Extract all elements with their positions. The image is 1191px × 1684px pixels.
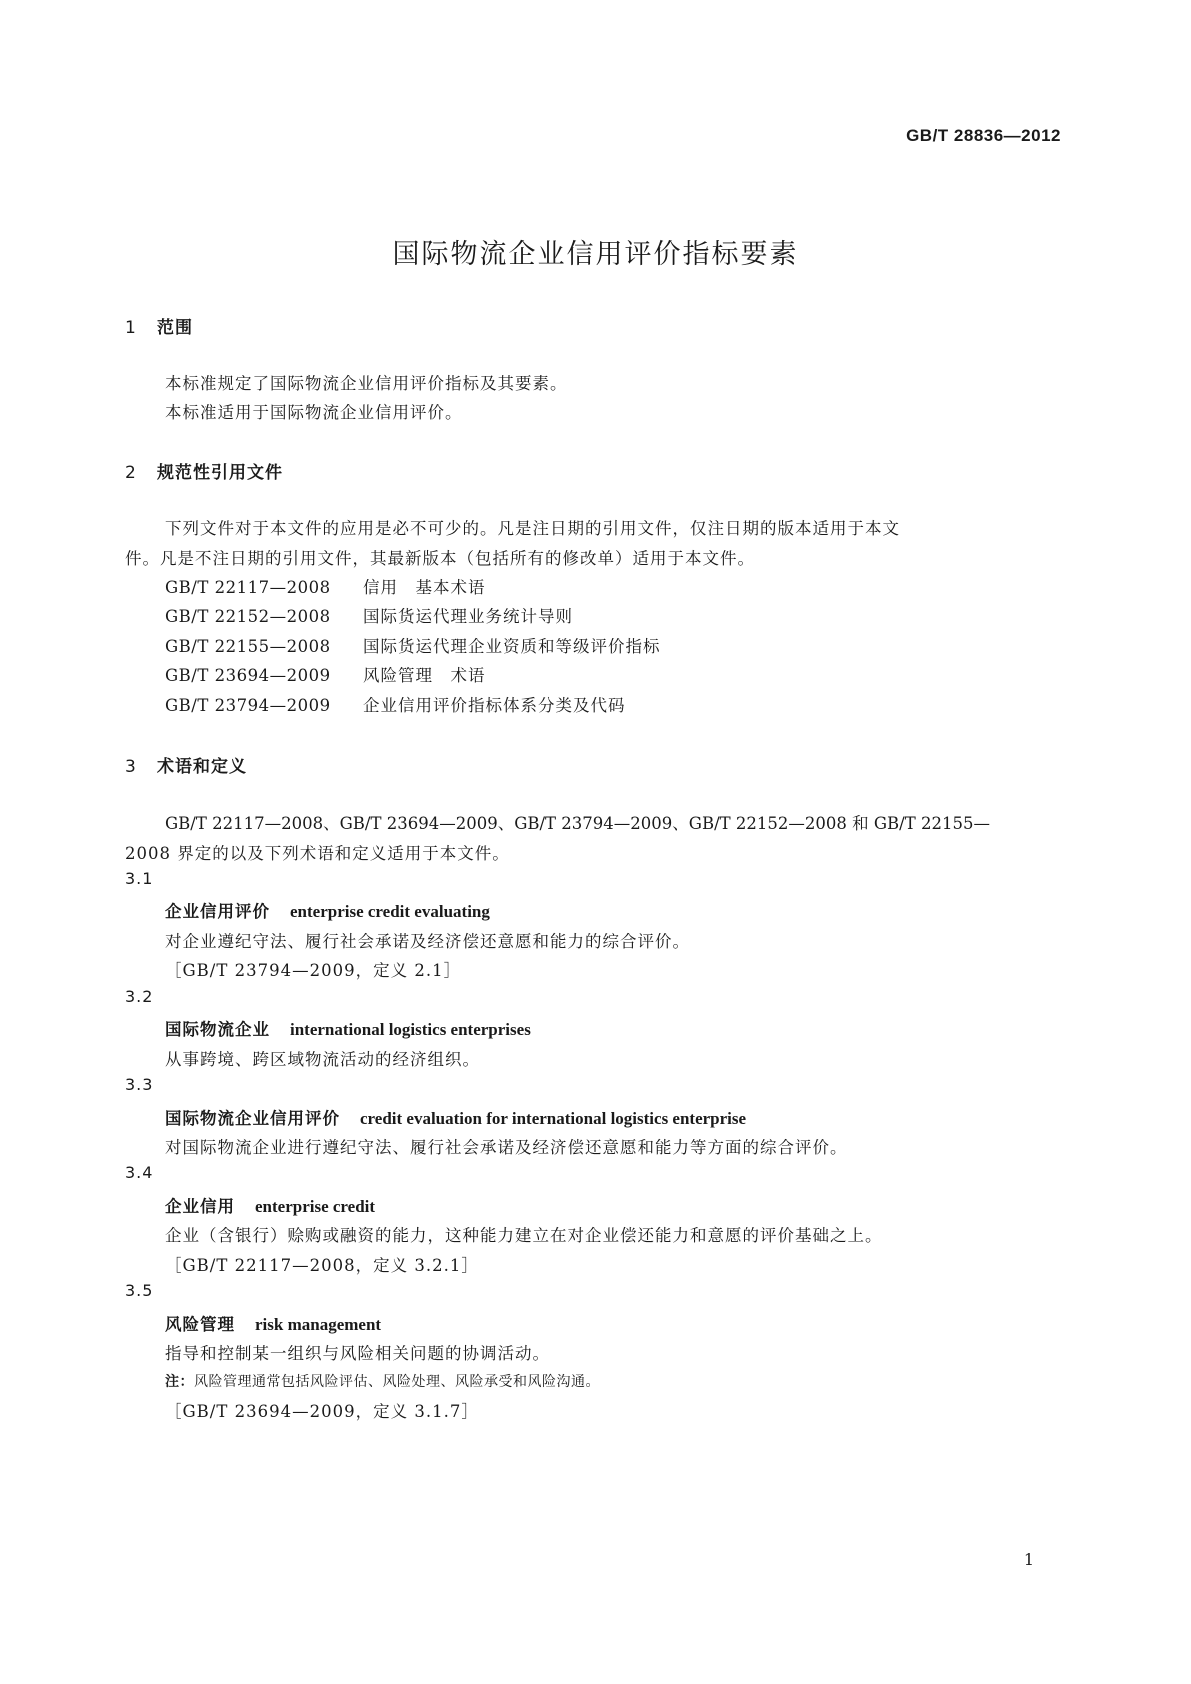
- document-title: 国际物流企业信用评价指标要素: [392, 239, 799, 270]
- clause-number: 3.2: [125, 987, 154, 1006]
- term-source: ［GB/T 22117—2008，定义 3.2.1］: [165, 1256, 479, 1275]
- term-english: risk management: [255, 1315, 382, 1334]
- paragraph: GB/T 22117—2008、GB/T 23694—2009、GB/T 23794—2009、GB/T 22152—2008 和 GB/T 22155—: [165, 814, 990, 833]
- note-text: 风险管理通常包括风险评估、风险处理、风险承受和风险沟通。: [194, 1374, 600, 1390]
- section-title: 范围: [157, 318, 193, 338]
- term-source: ［GB/T 23794—2009，定义 2.1］: [165, 961, 462, 980]
- term-chinese: 风险管理: [165, 1315, 235, 1334]
- reference-code: GB/T 22155—2008: [165, 637, 331, 656]
- term-chinese: 国际物流企业信用评价: [165, 1109, 340, 1128]
- term-source: ［GB/T 23694—2009，定义 3.1.7］: [165, 1402, 479, 1421]
- term-note: [165, 1371, 600, 1391]
- section-number: 3: [125, 757, 137, 777]
- section-number: 2: [125, 463, 137, 483]
- term-english: credit evaluation for international logistics enterprise: [360, 1109, 747, 1128]
- clause-number: 3.5: [125, 1281, 154, 1300]
- term-chinese: 国际物流企业: [165, 1020, 270, 1039]
- reference-title: 风险管理 术语: [363, 666, 486, 685]
- paragraph: 本标准规定了国际物流企业信用评价指标及其要素。: [165, 374, 568, 393]
- term-english: enterprise credit: [255, 1197, 376, 1216]
- page-number: 1: [1023, 1550, 1034, 1569]
- clause-number: 3.4: [125, 1163, 154, 1182]
- normative-reference: [165, 662, 486, 686]
- reference-code: GB/T 23794—2009: [165, 696, 331, 715]
- section-title: 术语和定义: [157, 757, 247, 777]
- paragraph: 件。凡是不注日期的引用文件，其最新版本（包括所有的修改单）适用于本文件。: [125, 549, 755, 568]
- normative-reference: [165, 633, 661, 657]
- reference-title: 信用 基本术语: [363, 578, 486, 597]
- term-entry: [165, 1105, 746, 1129]
- term-definition: 对国际物流企业进行遵纪守法、履行社会承诺及经济偿还意愿和能力等方面的综合评价。: [165, 1138, 848, 1157]
- standard-code: GB/T 28836—2012: [906, 126, 1061, 145]
- reference-code: GB/T 22152—2008: [165, 607, 331, 626]
- term-definition: 对企业遵纪守法、履行社会承诺及经济偿还意愿和能力的综合评价。: [165, 932, 690, 951]
- term-chinese: 企业信用: [165, 1197, 235, 1216]
- note-label: 注：: [165, 1374, 194, 1390]
- section-1-heading: [125, 313, 193, 338]
- term-entry: [165, 1016, 531, 1040]
- section-title: 规范性引用文件: [157, 463, 283, 483]
- clause-number: 3.3: [125, 1075, 154, 1094]
- section-2-heading: [125, 458, 283, 483]
- reference-code: GB/T 23694—2009: [165, 666, 331, 685]
- normative-reference: [165, 692, 626, 716]
- reference-title: 企业信用评价指标体系分类及代码: [363, 696, 626, 715]
- paragraph: 下列文件对于本文件的应用是必不可少的。凡是注日期的引用文件，仅注日期的版本适用于本文: [165, 519, 900, 538]
- reference-title: 国际货运代理企业资质和等级评价指标: [363, 637, 661, 656]
- clause-number: 3.1: [125, 869, 154, 888]
- term-definition: 指导和控制某一组织与风险相关问题的协调活动。: [165, 1344, 550, 1363]
- section-3-heading: [125, 752, 247, 777]
- term-entry: [165, 898, 490, 922]
- term-english: international logistics enterprises: [290, 1020, 531, 1039]
- reference-code: GB/T 22117—2008: [165, 578, 331, 597]
- normative-reference: [165, 574, 486, 598]
- normative-reference: [165, 603, 573, 627]
- term-chinese: 企业信用评价: [165, 902, 270, 921]
- term-definition: 企业（含银行）赊购或融资的能力，这种能力建立在对企业偿还能力和意愿的评价基础之上。: [165, 1226, 883, 1245]
- term-english: enterprise credit evaluating: [290, 902, 490, 921]
- term-definition: 从事跨境、跨区域物流活动的经济组织。: [165, 1050, 480, 1069]
- term-entry: [165, 1311, 381, 1335]
- reference-title: 国际货运代理业务统计导则: [363, 607, 573, 626]
- paragraph: 2008 界定的以及下列术语和定义适用于本文件。: [125, 844, 510, 863]
- term-entry: [165, 1193, 375, 1217]
- paragraph: 本标准适用于国际物流企业信用评价。: [165, 403, 463, 422]
- section-number: 1: [125, 318, 137, 338]
